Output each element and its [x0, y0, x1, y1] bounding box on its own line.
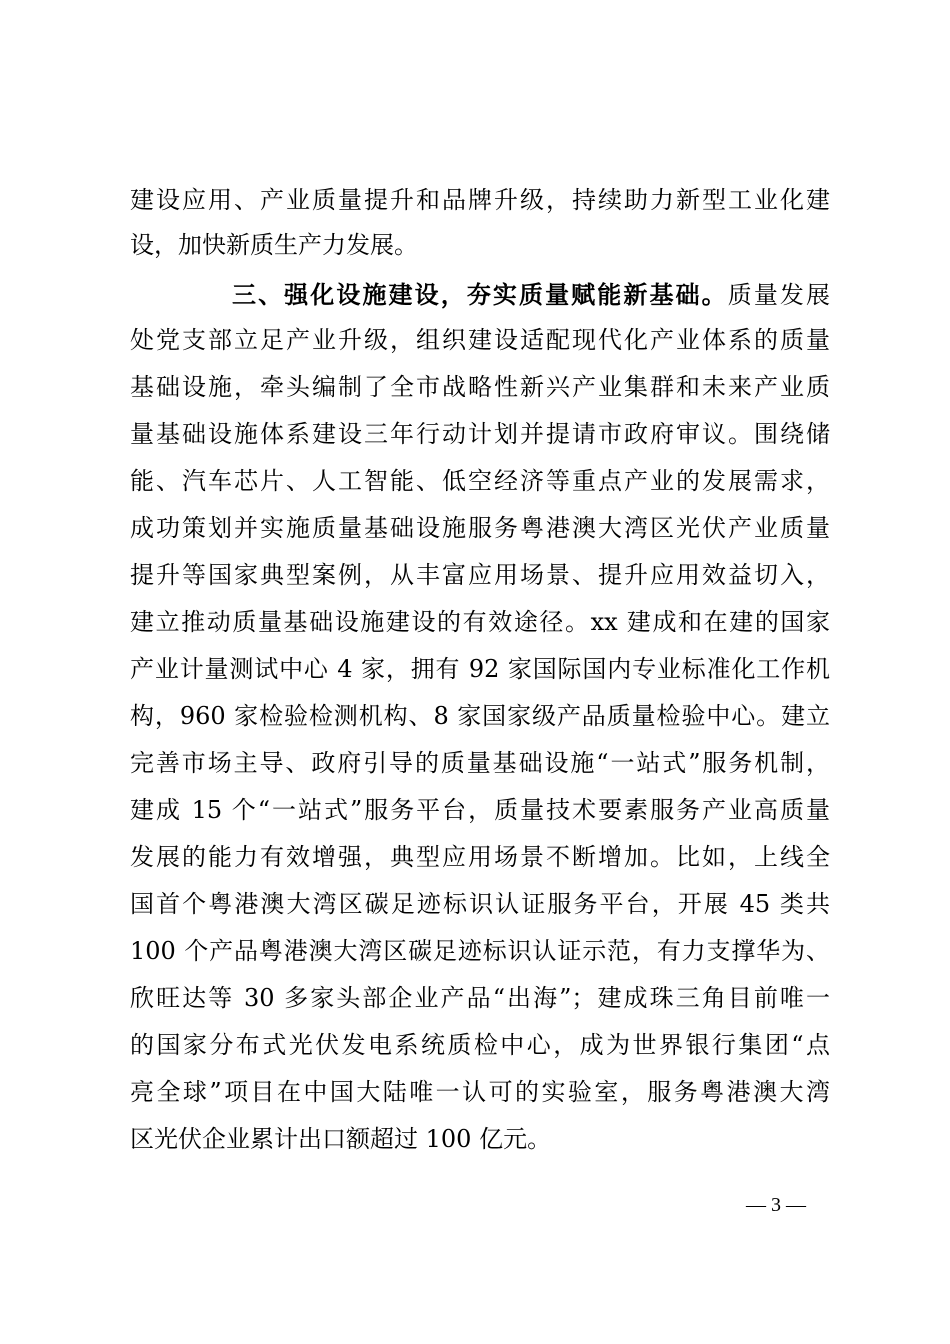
paragraph-2-line: 发展的能力有效增强，典型应用场景不断增加。比如，上线全	[130, 843, 830, 871]
paragraph-2-line: 建立推动质量基础设施建设的有效途径。xx 建成和在建的国家	[130, 608, 830, 636]
paragraph-2-line: 提升等国家典型案例，从丰富应用场景、提升应用效益切入，	[130, 561, 830, 589]
paragraph-2-line: 100 个产品粤港澳大湾区碳足迹标识认证示范，有力支撑华为、	[130, 937, 830, 965]
paragraph-2-line: 能、汽车芯片、人工智能、低空经济等重点产业的发展需求，	[130, 467, 830, 495]
paragraph-2-first-line	[232, 275, 830, 315]
section-heading: 三、强化设施建设，夯实质量赋能新基础。	[232, 280, 728, 309]
paragraph-2-line: 构，960 家检验检测机构、8 家国家级产品质量检验中心。建立	[130, 702, 830, 730]
paragraph-1-line-2: 设，加快新质生产力发展。	[130, 231, 418, 259]
paragraph-2-line: 基础设施，牵头编制了全市战略性新兴产业集群和未来产业质	[130, 373, 830, 401]
paragraph-2-line: 完善市场主导、政府引导的质量基础设施“一站式”服务机制，	[130, 749, 830, 777]
paragraph-2-line: 亮全球”项目在中国大陆唯一认可的实验室，服务粤港澳大湾	[130, 1078, 830, 1106]
paragraph-2-line: 量基础设施体系建设三年行动计划并提请市政府审议。围绕储	[130, 420, 830, 448]
paragraph-2-line: 产业计量测试中心 4 家，拥有 92 家国际国内专业标准化工作机	[130, 655, 830, 683]
paragraph-2-line: 欣旺达等 30 多家头部企业产品“出海”；建成珠三角目前唯一	[130, 984, 830, 1012]
page-number: — 3 —	[746, 1194, 806, 1216]
paragraph-2-line: 国首个粤港澳大湾区碳足迹标识认证服务平台，开展 45 类共	[130, 890, 830, 918]
paragraph-2-line-last: 区光伏企业累计出口额超过 100 亿元。	[130, 1125, 552, 1153]
paragraph-2-first-line-rest: 质量发展	[727, 281, 831, 309]
paragraph-2-line: 建成 15 个“一站式”服务平台，质量技术要素服务产业高质量	[130, 796, 830, 824]
paragraph-2-line: 的国家分布式光伏发电系统质检中心，成为世界银行集团“点	[130, 1031, 830, 1059]
paragraph-2-line: 处党支部立足产业升级，组织建设适配现代化产业体系的质量	[130, 326, 830, 354]
paragraph-2-line: 成功策划并实施质量基础设施服务粤港澳大湾区光伏产业质量	[130, 514, 830, 542]
paragraph-1-line-1: 建设应用、产业质量提升和品牌升级，持续助力新型工业化建	[130, 186, 830, 214]
